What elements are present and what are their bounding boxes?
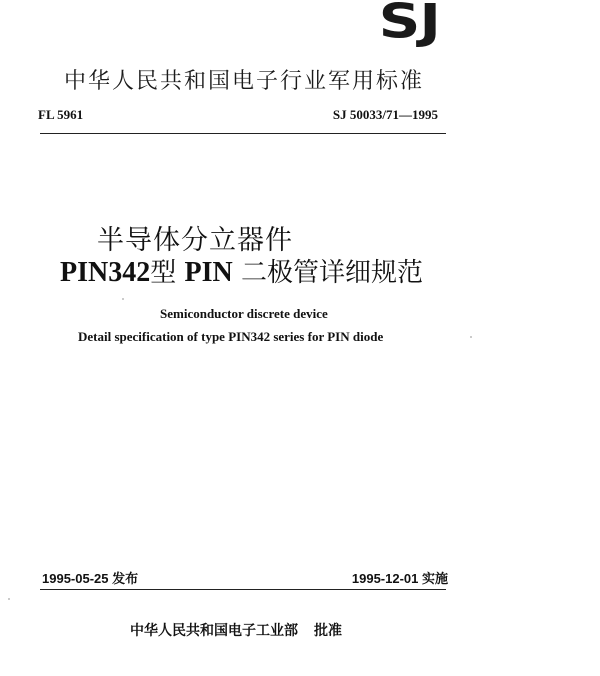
title-cn-line1: 半导体分立器件 — [97, 225, 293, 256]
scan-speck — [470, 336, 472, 338]
effective-date: 1995-12-01 实施 — [351, 571, 448, 586]
issue-date: 1995-05-25 发布 — [42, 571, 139, 586]
title-cn-line2 — [60, 252, 423, 289]
title-model: PIN342 — [60, 257, 151, 288]
title-en-line2: Detail specification of type PIN342 series for PIN diode — [78, 329, 384, 344]
scan-speck — [8, 598, 10, 600]
approve-word: 批准 — [314, 623, 342, 639]
classification-code: FL 5961 — [38, 107, 84, 122]
approver-name: 中华人民共和国电子工业部 — [130, 623, 298, 639]
organization-title: 中华人民共和国电子行业军用标准 — [64, 69, 425, 94]
title-en-line1: Semiconductor discrete device — [160, 306, 328, 321]
header-divider — [40, 133, 446, 134]
footer-divider — [40, 589, 446, 590]
title-pin: PIN — [184, 257, 233, 288]
standard-number: SJ 50033/71—1995 — [332, 107, 438, 122]
scan-speck — [122, 298, 124, 300]
title-type-word: 型 — [150, 258, 177, 288]
sj-logo: SJ — [378, 0, 440, 49]
approver-line — [130, 620, 342, 640]
title-rest: 二极管详细规范 — [241, 258, 424, 288]
